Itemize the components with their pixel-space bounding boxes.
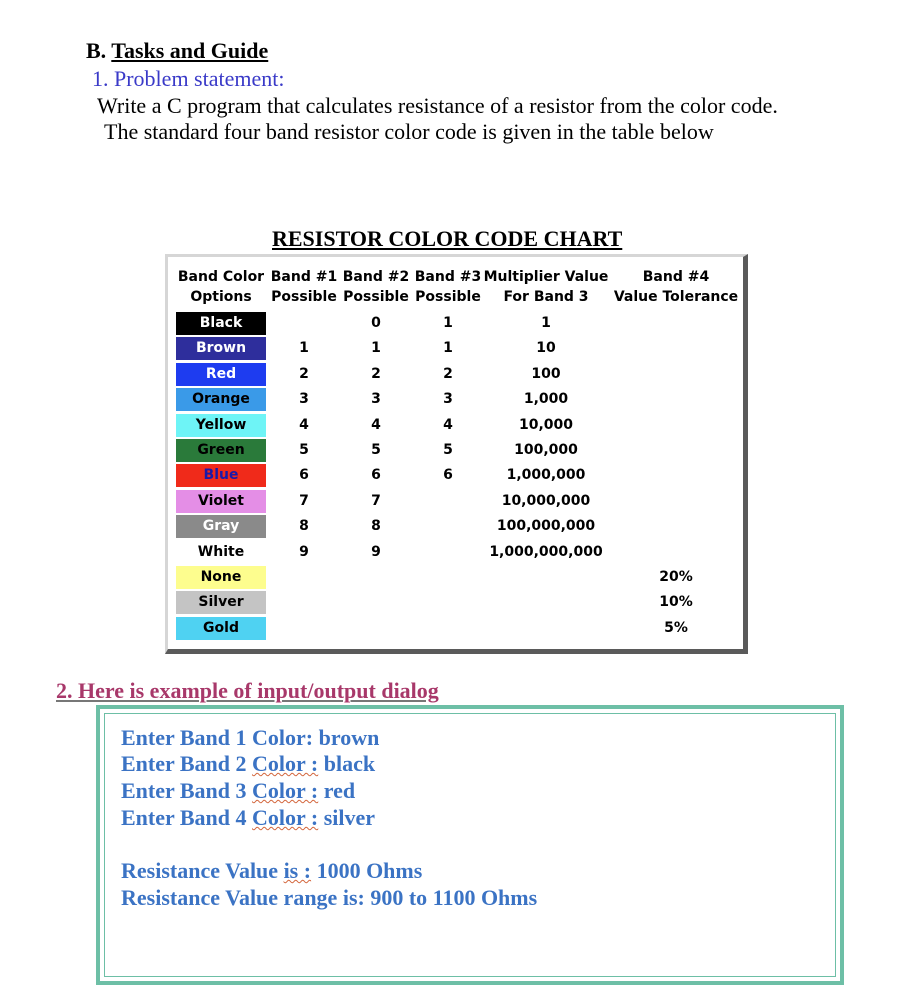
dialog-line-2 (121, 751, 375, 777)
cell-red-b1: 2 (299, 365, 309, 382)
cell-black-mult: 1 (541, 315, 551, 331)
cell-gray-mult: 100,000,000 (496, 518, 596, 535)
cell-brown-b1: 1 (299, 340, 309, 357)
cell-red-b2: 2 (371, 365, 381, 382)
dialog-result-1 (121, 858, 422, 884)
cell-white-mult: 1,000,000,000 (489, 543, 603, 560)
header-band-3-line-1: Band #3 (414, 269, 482, 285)
chart-title: RESISTOR COLOR CODE CHART (272, 226, 623, 251)
color-code-chart (165, 254, 748, 654)
header-band-color-line-1: Band Color (177, 269, 265, 285)
dialog-result-1-label: Resistance Value (121, 858, 284, 883)
header-band-2-line-2: Possible (343, 289, 409, 305)
problem-heading: 1. Problem statement: (92, 66, 285, 91)
cell-yellow-b1: 4 (299, 416, 309, 433)
cell-silver-tol: 10% (659, 594, 693, 611)
cell-orange-mult: 1,000 (523, 391, 569, 408)
dialog-heading: 2. Here is example of input/output dialog (56, 678, 439, 703)
dialog-line-3-value: red (318, 778, 356, 803)
header-band-color-line-2: Options (190, 289, 252, 305)
header-band-3-line-2: Possible (415, 289, 481, 305)
dialog-line-3-prompt: Enter Band 3 (121, 778, 253, 803)
cell-blue-b3: 6 (443, 467, 453, 484)
dialog-line-1-text: Enter Band 1 Color: brown (121, 725, 380, 750)
cell-green-b3: 5 (443, 442, 453, 458)
cell-blue-b2: 6 (371, 467, 381, 484)
problem-text-line-1: Write a C program that calculates resistance of a resistor from the color code. (97, 93, 778, 118)
color-swatch-blue: Blue (176, 464, 266, 487)
header-band-1-line-1: Band #1 (270, 269, 338, 285)
cell-brown-mult: 10 (536, 340, 556, 357)
cell-black-b2: 0 (371, 315, 381, 331)
dialog-line-3 (121, 778, 355, 804)
color-swatch-white: White (176, 541, 266, 564)
cell-none-tol: 20% (659, 569, 693, 585)
dialog-line-2-value: black (318, 751, 376, 776)
header-multiplier-line-1: Multiplier Value (483, 269, 609, 285)
cell-green-mult: 100,000 (514, 442, 578, 458)
cell-blue-mult: 1,000,000 (506, 467, 586, 484)
cell-green-b1: 5 (299, 442, 309, 458)
dialog-result-1-value: 1000 Ohms (311, 858, 423, 883)
color-swatch-gold: Gold (176, 617, 266, 640)
dialog-line-4-marked: Color : (252, 805, 319, 830)
color-swatch-orange: Orange (176, 388, 266, 411)
cell-yellow-mult: 10,000 (518, 416, 574, 433)
header-band-1-line-2: Possible (271, 289, 337, 305)
cell-orange-b2: 3 (371, 391, 381, 408)
color-swatch-brown: Brown (176, 337, 266, 360)
color-swatch-gray: Gray (176, 515, 266, 538)
cell-gray-b2: 8 (371, 518, 381, 535)
cell-white-b2: 9 (371, 543, 381, 560)
cell-red-mult: 100 (531, 365, 561, 382)
cell-white-b1: 9 (299, 543, 309, 560)
cell-brown-b2: 1 (371, 340, 381, 357)
cell-gray-b1: 8 (299, 518, 309, 535)
cell-green-b2: 5 (371, 442, 381, 458)
cell-violet-b2: 7 (371, 492, 381, 509)
cell-red-b3: 2 (443, 365, 453, 382)
dialog-result-2: Resistance Value range is: 900 to 1100 Ohms (121, 885, 538, 910)
dialog-result-1-marked: is : (283, 858, 312, 883)
color-code-table (168, 257, 743, 649)
cell-orange-b1: 3 (299, 391, 309, 408)
section-number: B. (86, 38, 107, 63)
cell-blue-b1: 6 (299, 467, 309, 484)
dialog-line-1 (121, 725, 379, 751)
color-swatch-violet: Violet (176, 490, 266, 513)
header-band-2-line-1: Band #2 (342, 269, 410, 285)
cell-yellow-b3: 4 (443, 416, 453, 433)
dialog-line-4-prompt: Enter Band 4 (121, 805, 253, 830)
header-band-4-line-1: Band #4 (642, 269, 710, 285)
color-swatch-none: None (176, 566, 266, 589)
dialog-line-4 (121, 805, 375, 831)
dialog-box-inner (104, 713, 836, 977)
color-swatch-yellow: Yellow (176, 414, 266, 437)
section-heading (86, 38, 268, 64)
cell-gold-tol: 5% (664, 619, 688, 636)
color-swatch-black: Black (176, 312, 266, 335)
color-swatch-green: Green (176, 439, 266, 462)
dialog-box (96, 705, 844, 985)
problem-text-line-2: The standard four band resistor color code is given in the table below (104, 119, 714, 144)
cell-violet-b1: 7 (299, 492, 309, 509)
dialog-line-4-value: silver (318, 805, 376, 830)
dialog-line-2-marked: Color : (252, 751, 319, 776)
dialog-line-3-marked: Color : (252, 778, 319, 803)
color-swatch-silver: Silver (176, 591, 266, 614)
dialog-line-2-prompt: Enter Band 2 (121, 751, 253, 776)
header-multiplier-line-2: For Band 3 (503, 289, 589, 305)
section-title: Tasks and Guide (111, 38, 269, 63)
color-swatch-red: Red (176, 363, 266, 386)
header-band-4-line-2: Value Tolerance (613, 289, 739, 305)
cell-brown-b3: 1 (443, 340, 453, 357)
cell-violet-mult: 10,000,000 (501, 492, 591, 509)
cell-yellow-b2: 4 (371, 416, 381, 433)
cell-black-b3: 1 (443, 315, 453, 331)
cell-orange-b3: 3 (443, 391, 453, 408)
